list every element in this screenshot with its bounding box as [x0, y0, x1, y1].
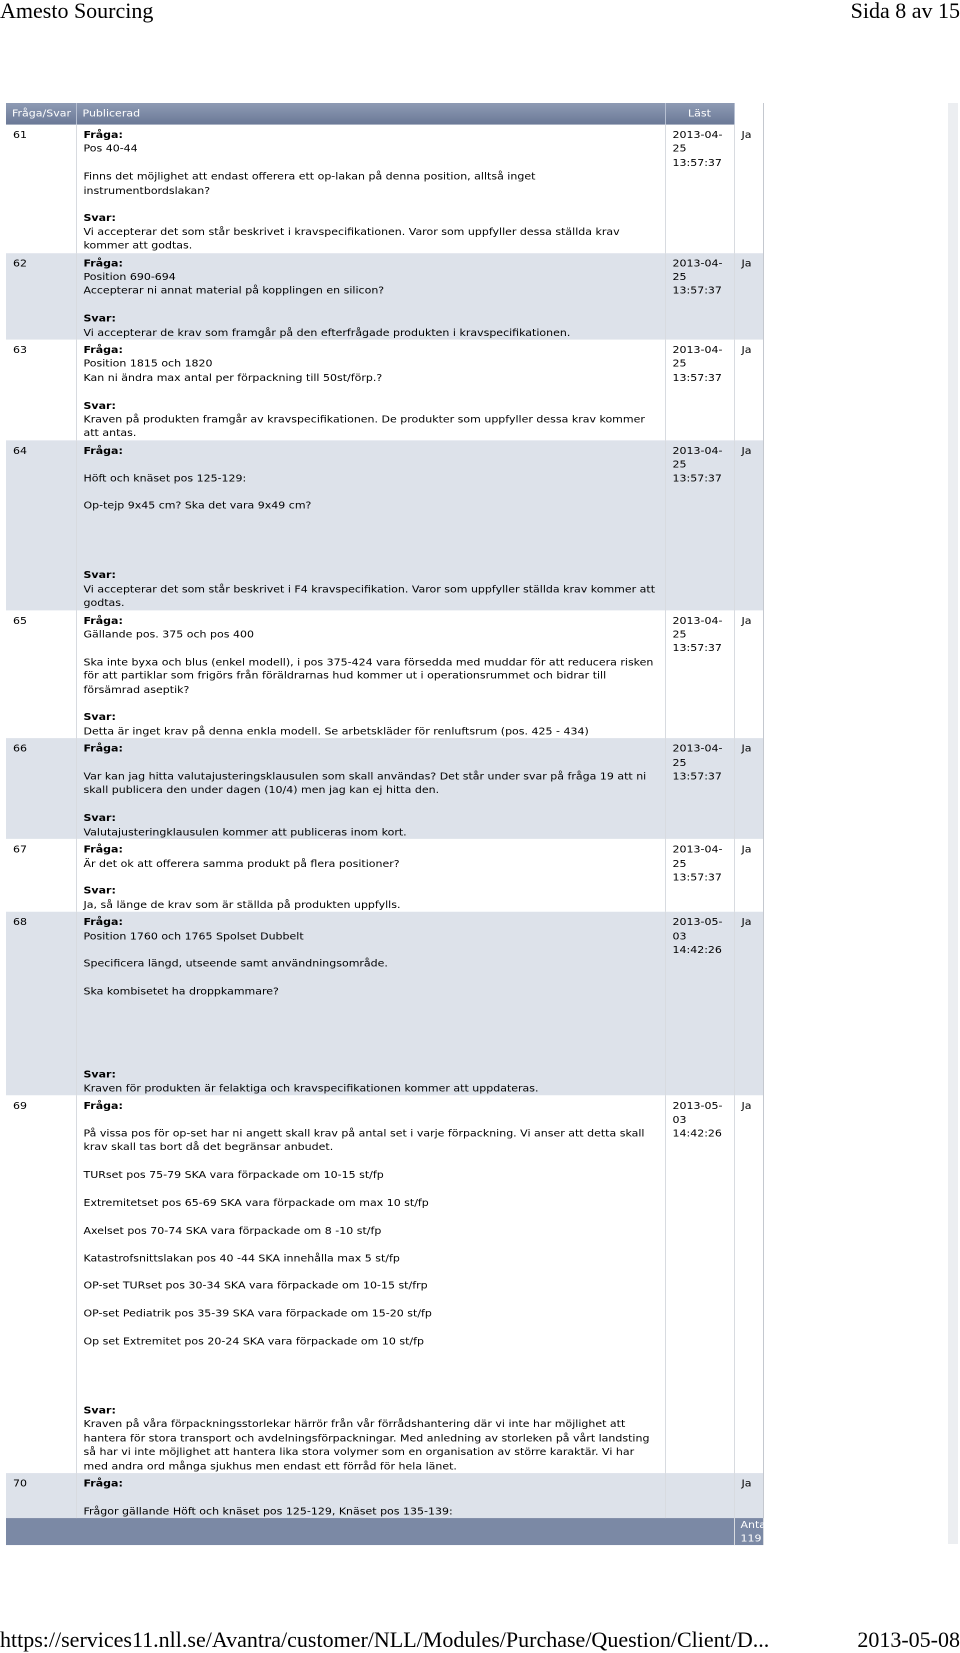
question-label: Fråga:: [83, 916, 123, 929]
spacer: [84, 971, 659, 985]
published-date-part: 25: [672, 756, 687, 769]
footer-print-date: 2013-05-08: [857, 1627, 960, 1652]
spacer: [84, 527, 659, 541]
question-grid: [6, 103, 773, 1545]
question-label: Fråga:: [83, 444, 123, 457]
spacer: [84, 1155, 659, 1169]
published-date-part: 2013-05-: [672, 1100, 723, 1112]
spacer: [84, 385, 659, 399]
published-date: [665, 839, 734, 912]
answer-text: Vi accepterar det som står beskrivet i kravspecifikationen. Varor som uppfyller dessa ställda krav kommer att godtas.: [83, 226, 620, 252]
published-date-part: 13:57:37: [672, 642, 722, 654]
app-title: Amesto Sourcing: [0, 0, 154, 23]
published-date-part: 13:57:37: [672, 472, 722, 485]
spacer: [84, 1376, 659, 1390]
published-date-part: 2013-04-: [672, 444, 723, 457]
spacer: [84, 797, 659, 811]
question-label: Fråga:: [83, 614, 123, 627]
published-date-part: 25: [672, 271, 687, 283]
answer-text: Kraven på våra förpackningsstorlekar härrör från vår förrådshantering där vi inte har möjlighet att hantera för stora transport och avdelningsförpackningar. Med anledning av storleken på vårt landsting så har vi inte möjlighet att hantera lika stora volymer som en organisation av större karaktär. Vi har med andra ord många sjukhus men endast ett förråd för hela länet.: [83, 1418, 650, 1472]
column-header-published[interactable]: Publicerad: [76, 103, 665, 125]
published-date-part: 14:42:26: [672, 944, 722, 956]
question-answer-cell: [76, 253, 665, 340]
published-date: [665, 738, 734, 839]
question-answer-cell: [76, 1473, 665, 1518]
published-date-part: 13:57:37: [672, 770, 722, 783]
published-date-part: 03: [672, 930, 687, 942]
spacer: [84, 197, 659, 211]
spacer: [84, 156, 659, 170]
answer-label: Svar:: [83, 711, 116, 724]
spacer: [84, 513, 659, 527]
published-date-part: 14:42:26: [672, 1127, 722, 1140]
read-status: Ja: [734, 1473, 763, 1518]
question-answer-cell: [76, 1096, 665, 1474]
question-text: TURset pos 75-79 SKA vara förpackade om 10-15 st/fp: [83, 1169, 384, 1181]
published-date-part: 2013-04-: [672, 129, 723, 141]
published-date: [665, 1473, 734, 1518]
published-date-part: 25: [672, 857, 687, 870]
published-date-part: 13:57:37: [672, 285, 722, 297]
grid-footer-spacer: [6, 1518, 734, 1545]
spacer: [84, 697, 659, 711]
published-date-part: 03: [672, 1113, 687, 1126]
spacer: [84, 298, 659, 312]
spacer: [84, 1113, 659, 1127]
question-text: Ska inte byxa och blus (enkel modell), i pos 375-424 vara försedda med muddar för att reducera risken för att partiklar som frigörs från föräldrarnas hud kommer ut i operationsrummet och bidrar till försämrad aseptik?: [83, 656, 654, 696]
footer-url: https://services11.nll.se/Avantra/customer/NLL/Modules/Purchase/Question/Client/D...: [0, 1627, 770, 1652]
answer-label: Svar:: [83, 1404, 116, 1417]
question-label: Fråga:: [83, 257, 123, 270]
published-date: [665, 912, 734, 1096]
question-answer-cell: [76, 610, 665, 738]
question-text: OP-set Pediatrik pos 35-39 SKA vara förpackade om 15-20 st/fp: [83, 1307, 432, 1320]
answer-label: Svar:: [83, 885, 116, 897]
question-text: OP-set TURset pos 30-34 SKA vara förpackade om 10-15 st/frp: [83, 1280, 428, 1292]
published-date-part: 2013-04-: [672, 742, 723, 755]
question-text: Finns det möjlighet att endast offerera ett op-lakan på denna position, alltså inget instrumentbordslakan?: [83, 170, 536, 197]
spacer: [84, 541, 659, 555]
published-date: [665, 340, 734, 441]
question-number: 68: [6, 912, 76, 1096]
question-text: Frågor gällande Höft och knäset pos 125-129, Knäset pos 135-139:: [83, 1505, 453, 1518]
table-row[interactable]: [6, 610, 763, 738]
question-label: Fråga:: [83, 843, 123, 856]
spacer: [84, 1265, 659, 1279]
question-text: Pos 40-44: [83, 142, 138, 155]
spacer: [84, 1293, 659, 1307]
read-status: Ja: [741, 614, 752, 627]
answer-label: Svar:: [83, 812, 116, 824]
spacer: [84, 870, 659, 884]
spacer: [84, 756, 659, 770]
spacer: [84, 1321, 659, 1335]
spacer: [84, 1012, 659, 1026]
table-row[interactable]: [6, 839, 763, 912]
question-text: Op-tejp 9x45 cm? Ska det vara 9x49 cm?: [83, 500, 312, 512]
question-number: 62: [6, 253, 76, 340]
published-date-part: 25: [672, 357, 687, 370]
question-answer-cell: [76, 839, 665, 912]
read-status: Ja: [734, 253, 763, 340]
read-status: Ja: [741, 843, 752, 856]
question-number: 65: [6, 610, 76, 738]
published-date-part: 25: [672, 142, 687, 155]
read-status: Ja: [741, 1100, 752, 1112]
table-row[interactable]: [6, 125, 763, 253]
page-header: [0, 0, 960, 24]
table-row[interactable]: [6, 1096, 763, 1474]
published-date-part: 13:57:37: [672, 371, 722, 384]
answer-text: Kraven för produkten är felaktiga och kravspecifikationen kommer att uppdateras.: [83, 1082, 539, 1095]
question-text: Kan ni ändra max antal per förpackning till 50st/förp.?: [83, 371, 383, 384]
column-header-number[interactable]: Fråga/Svar: [6, 103, 76, 125]
published-date-part: 2013-05-: [672, 916, 723, 929]
column-header-read[interactable]: Läst: [665, 103, 734, 125]
page-number: Sida 8 av 15: [850, 0, 960, 23]
spacer: [84, 1390, 659, 1404]
published-date-part: 2013-04-: [672, 843, 723, 856]
question-number: 63: [6, 340, 76, 441]
read-status: Ja: [734, 912, 763, 1096]
question-label: Fråga:: [83, 742, 123, 755]
published-date-part: 13:57:37: [672, 871, 722, 883]
question-number: 67: [6, 839, 76, 912]
spacer: [84, 1491, 659, 1505]
question-label: Fråga:: [83, 129, 123, 141]
answer-text: Detta är inget krav på denna enkla modell. Se arbetskläder för renluftsrum (pos. 425 - 434): [83, 725, 589, 738]
published-date-part: 13:57:37: [672, 156, 722, 169]
table-row[interactable]: [6, 440, 763, 610]
published-date-part: 25: [672, 628, 687, 641]
spacer: [84, 1238, 659, 1252]
header-filler: [734, 103, 763, 125]
question-text: Ska kombisetet ha droppkammare?: [83, 985, 279, 998]
published-date-part: 2013-04-: [672, 257, 723, 270]
published-date: [665, 125, 734, 253]
question-number: 69: [6, 1096, 76, 1474]
answer-label: Svar:: [83, 569, 116, 582]
spacer: [84, 943, 659, 957]
question-text: Position 1760 och 1765 Spolset Dubbelt: [83, 930, 304, 942]
question-label: Fråga:: [83, 1100, 123, 1112]
published-date-part: 2013-04-: [672, 614, 723, 627]
question-answer-cell: [76, 912, 665, 1096]
question-label: Fråga:: [83, 1477, 123, 1490]
question-text: Op set Extremitet pos 20-24 SKA vara förpackade om 10 st/fp: [83, 1335, 424, 1348]
question-number: 66: [6, 738, 76, 839]
question-number: 70: [6, 1473, 76, 1518]
question-text: Är det ok att offerera samma produkt på flera positioner?: [83, 857, 400, 870]
question-answer-cell: [76, 440, 665, 610]
spacer: [84, 641, 659, 655]
question-text: Extremitetset pos 65-69 SKA vara förpackade om max 10 st/fp: [83, 1196, 429, 1209]
spacer: [84, 1026, 659, 1040]
read-status: Ja: [741, 129, 752, 141]
spacer: [84, 1210, 659, 1224]
question-text: Höft och knäset pos 125-129:: [83, 472, 247, 485]
answer-text: Ja, så länge de krav som är ställda på produkten uppfylls.: [83, 898, 401, 911]
answer-label: Svar:: [83, 399, 116, 412]
published-date: [665, 253, 734, 340]
spacer: [84, 1054, 659, 1068]
question-text: Var kan jag hitta valutajusteringsklausulen som skall användas? Det står under svar på fråga 19 att ni skall publicera den under dagen (10/4) men jag kan ej hitta den.: [83, 770, 647, 797]
question-text: Katastrofsnittslakan pos 40 -44 SKA innehålla max 5 st/fp: [83, 1252, 400, 1265]
answer-text: Valutajusteringklausulen kommer att publiceras inom kort.: [83, 825, 407, 838]
question-text: På vissa pos för op-set har ni angett skall krav på antal set i varje förpackning. Vi anser att detta skall krav skall tas bort då det begränsar anbudet.: [83, 1127, 645, 1154]
spacer: [84, 1182, 659, 1196]
answer-text: Kraven på produkten framgår av kravspecifikationen. De produkter som uppfyller dessa krav kommer att antas.: [83, 413, 645, 439]
table-row[interactable]: [6, 253, 763, 340]
spacer: [84, 555, 659, 569]
read-status: Ja: [734, 440, 763, 610]
question-text: Axelset pos 70-74 SKA vara förpackade om 8 -10 st/fp: [83, 1224, 382, 1237]
table-row[interactable]: [6, 912, 763, 1096]
published-date: [665, 1096, 734, 1474]
answer-label: Svar:: [83, 312, 116, 325]
published-date-part: 2013-04-: [672, 344, 723, 356]
published-date: [665, 440, 734, 610]
row-count: Antal: 119: [734, 1518, 763, 1545]
question-text: Specificera längd, utseende samt användningsområde.: [83, 957, 388, 970]
spacer: [84, 1040, 659, 1054]
published-date-part: 25: [672, 458, 687, 471]
read-status: Ja: [734, 738, 763, 839]
question-text: Position 1815 och 1820: [83, 357, 213, 370]
table-row[interactable]: [6, 340, 763, 441]
published-date: [665, 610, 734, 738]
spacer: [84, 458, 659, 472]
spacer: [84, 999, 659, 1013]
answer-text: Vi accepterar det som står beskrivet i F4 kravspecifikation. Varor som uppfyller ställda krav kommer att godtas.: [83, 583, 656, 609]
question-text: Gällande pos. 375 och pos 400: [83, 628, 254, 641]
question-answer-cell: [76, 738, 665, 839]
spacer: [84, 1362, 659, 1376]
grid-header-row: [6, 103, 763, 125]
question-answer-cell: [76, 340, 665, 441]
page-footer: [0, 1626, 960, 1653]
question-label: Fråga:: [83, 344, 123, 356]
question-text: Position 690-694: [83, 271, 176, 283]
table-row[interactable]: [6, 1473, 763, 1518]
question-text: Accepterar ni annat material på kopplingen en silicon?: [83, 285, 385, 297]
spacer: [84, 1348, 659, 1362]
question-number: 61: [6, 125, 76, 253]
answer-text: Vi accepterar de krav som framgår på den efterfrågade produkten i kravspecifikationen.: [83, 326, 571, 339]
answer-label: Svar:: [83, 1068, 116, 1081]
question-number: 64: [6, 440, 76, 610]
spacer: [84, 485, 659, 499]
grid-footer-row: [6, 1518, 763, 1545]
answer-label: Svar:: [83, 212, 116, 224]
scrollbar-track[interactable]: [948, 103, 958, 1544]
read-status: Ja: [741, 344, 752, 356]
question-answer-cell: [76, 125, 665, 253]
table-row[interactable]: [6, 738, 763, 839]
